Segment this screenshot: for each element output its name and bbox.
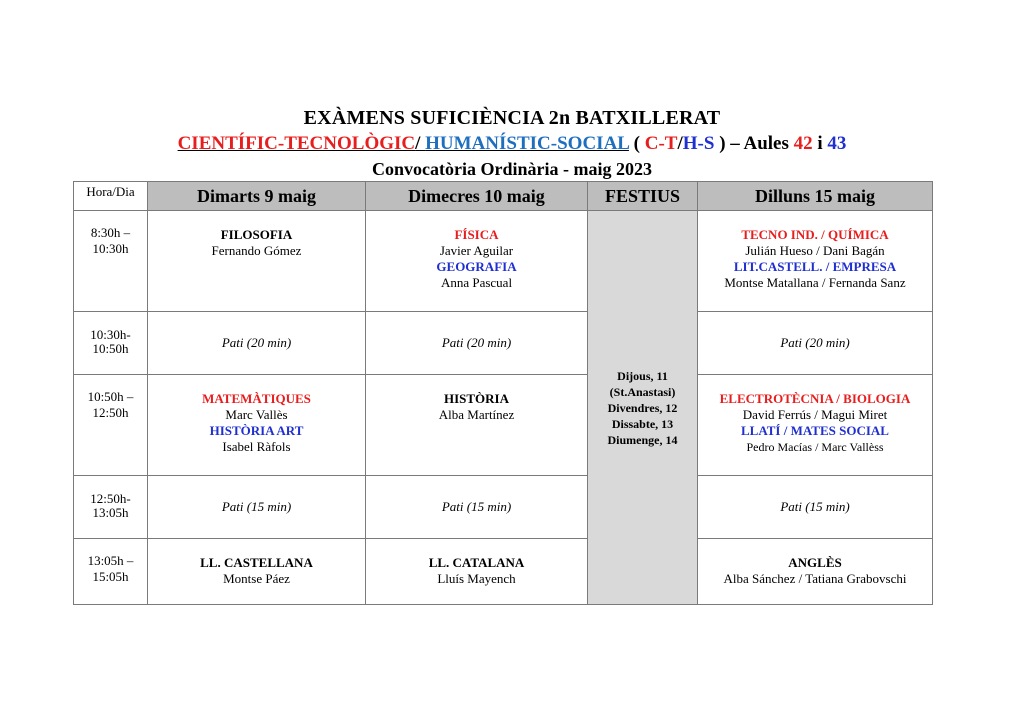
teacher: Alba Martínez xyxy=(438,407,515,422)
break-cell: Pati (20 min) xyxy=(366,312,588,375)
holiday-item: Dissabte, 13 xyxy=(611,416,674,431)
day-header-dimarts: Dimarts 9 maig xyxy=(148,182,366,211)
holiday-item: Diumenge, 14 xyxy=(607,432,678,447)
exam-cell xyxy=(148,375,366,476)
holiday-item: Dijous, 11 xyxy=(617,368,668,383)
time-slot xyxy=(74,211,148,312)
exam-cell xyxy=(698,539,933,605)
exam-cell xyxy=(366,211,588,312)
teacher: Anna Pascual xyxy=(440,275,513,290)
subject: ELECTROTÈCNIA / BIOLOGIA xyxy=(719,391,911,406)
time-end: 10:50h xyxy=(92,341,129,356)
subject: FÍSICA xyxy=(454,227,499,242)
document-title: EXÀMENS SUFICIÈNCIA 2n BATXILLERAT xyxy=(303,107,721,129)
teacher: David Ferrús / Magui Miret xyxy=(742,407,888,422)
subject: HISTÒRIA xyxy=(443,391,510,406)
teacher: Lluís Mayench xyxy=(437,571,516,586)
title-humanistic-social: HUMANÍSTIC-SOCIAL xyxy=(425,133,629,154)
time-start: 8:30h – xyxy=(90,225,131,240)
title-conjunction: i xyxy=(812,133,828,154)
title-aula-42: 42 xyxy=(793,133,813,154)
title-slash: / xyxy=(677,133,683,154)
time-end: 13:05h xyxy=(92,505,129,520)
title-aules-label: ) – Aules xyxy=(714,133,794,154)
exam-cell xyxy=(366,539,588,605)
subject: LL. CATALANA xyxy=(428,555,525,570)
day-header-dimecres: Dimecres 10 maig xyxy=(366,182,588,211)
exam-schedule-table xyxy=(73,181,933,605)
exam-cell xyxy=(148,211,366,312)
time-slot xyxy=(74,375,148,476)
teacher: Pedro Macías / Marc Vallèss xyxy=(746,440,884,454)
teacher: Fernando Gómez xyxy=(211,243,302,258)
subject: TECNO IND. / QUÍMICA xyxy=(741,227,889,242)
time-slot xyxy=(74,312,148,375)
teacher: Alba Sánchez / Tatiana Grabovschi xyxy=(723,571,907,586)
subject: GEOGRAFIA xyxy=(436,259,517,274)
title-paren-open: ( xyxy=(633,133,645,154)
time-start: 12:50h- xyxy=(90,491,131,506)
subject: LLATÍ / MATES SOCIAL xyxy=(741,423,889,438)
title-cientific-tecnologic: CIENTÍFIC-TECNOLÒGIC xyxy=(177,133,416,154)
festius-cell xyxy=(588,211,698,605)
break-cell: Pati (15 min) xyxy=(698,476,933,539)
table-row xyxy=(74,312,933,375)
break-cell: Pati (15 min) xyxy=(366,476,588,539)
title-hs: H-S xyxy=(682,133,715,154)
title-aula-43: 43 xyxy=(827,133,847,154)
exam-cell xyxy=(148,539,366,605)
time-slot xyxy=(74,476,148,539)
convocatoria-line: Convocatòria Ordinària - maig 2023 xyxy=(372,159,652,179)
holiday-item: (St.Anastasi) xyxy=(609,384,676,399)
table-row xyxy=(74,476,933,539)
header-row xyxy=(74,182,933,211)
document-subtitle xyxy=(0,134,1024,153)
title-separator: / xyxy=(415,133,426,154)
teacher: Montse Matallana / Fernanda Sanz xyxy=(724,275,906,290)
teacher: Montse Páez xyxy=(223,571,290,586)
subject: HISTÒRIA ART xyxy=(209,423,304,438)
subject: FILOSOFIA xyxy=(220,227,293,242)
corner-header: Hora/Dia xyxy=(74,182,148,211)
time-end: 15:05h xyxy=(92,569,129,584)
exam-cell xyxy=(698,375,933,476)
subject: ANGLÈS xyxy=(788,555,842,570)
day-header-festius: FESTIUS xyxy=(588,182,698,211)
subject: MATEMÀTIQUES xyxy=(202,391,311,406)
break-cell: Pati (15 min) xyxy=(148,476,366,539)
teacher: Julián Hueso / Dani Bagán xyxy=(745,243,885,258)
time-start: 13:05h – xyxy=(87,553,134,568)
time-start: 10:50h – xyxy=(87,389,134,404)
teacher: Isabel Ràfols xyxy=(222,439,291,454)
exam-cell xyxy=(366,375,588,476)
table-row xyxy=(74,375,933,476)
break-cell: Pati (20 min) xyxy=(148,312,366,375)
exam-cell xyxy=(698,211,933,312)
subject: LL. CASTELLANA xyxy=(200,555,313,570)
break-cell: Pati (20 min) xyxy=(698,312,933,375)
time-slot xyxy=(74,539,148,605)
title-ct: C-T xyxy=(644,133,678,154)
time-end: 10:30h xyxy=(92,241,129,256)
subject: LIT.CASTELL. / EMPRESA xyxy=(733,259,897,274)
table-row xyxy=(74,539,933,605)
holiday-item: Divendres, 12 xyxy=(607,400,678,415)
time-end: 12:50h xyxy=(92,405,129,420)
day-header-dilluns: Dilluns 15 maig xyxy=(698,182,933,211)
teacher: Marc Vallès xyxy=(225,407,288,422)
table-row xyxy=(74,211,933,312)
time-start: 10:30h- xyxy=(90,327,131,342)
teacher: Javier Aguilar xyxy=(439,243,514,258)
